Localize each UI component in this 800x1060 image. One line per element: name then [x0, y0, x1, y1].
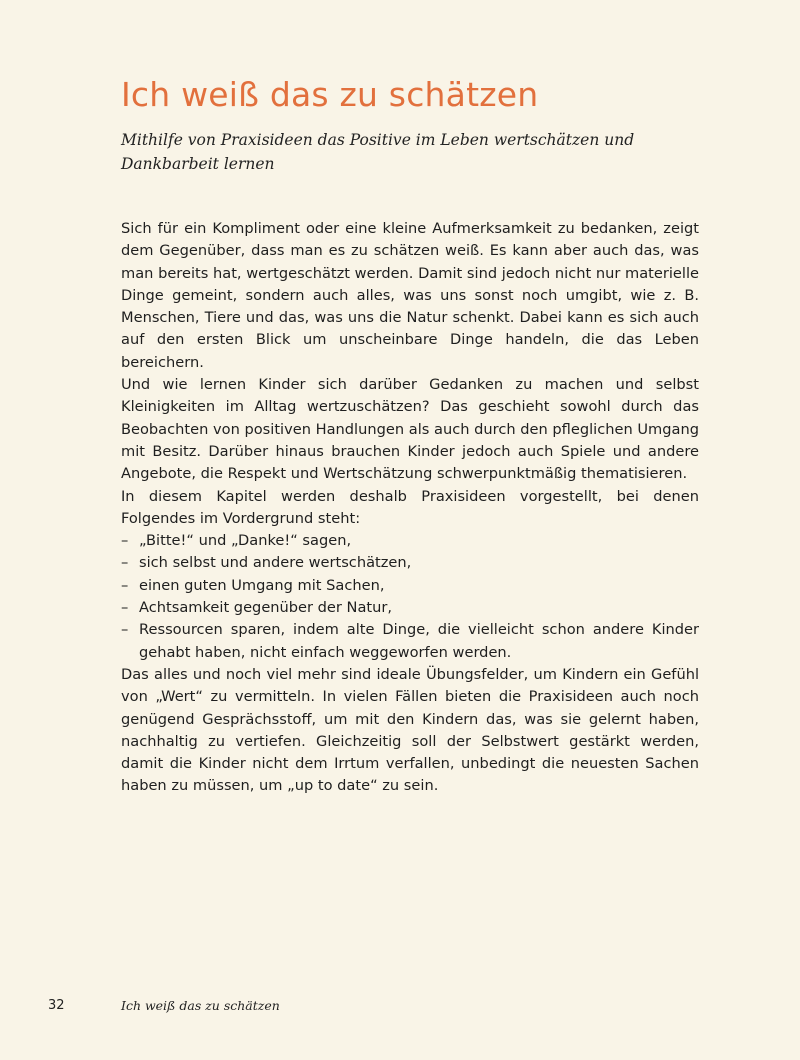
page-number: 32 — [48, 998, 65, 1013]
chapter-title: Ich weiß das zu schätzen — [121, 75, 539, 114]
list-dash: – — [121, 621, 129, 639]
running-title: Ich weiß das zu schätzen — [121, 998, 280, 1013]
body-text — [121, 218, 699, 798]
list-dash: – — [121, 532, 129, 550]
list-item-text: Ressourcen sparen, indem alte Dinge, die vielleicht schon andere Kinder gehabt haben, nicht einfach weggeworfen werden. — [139, 621, 699, 661]
focus-list — [121, 530, 699, 664]
list-item-text: einen guten Umgang mit Sachen, — [139, 576, 385, 594]
paragraph-learning: Und wie lernen Kinder sich darüber Gedanken zu machen und selbst Kleinigkeiten im Alltag wertzuschätzen? Das geschieht sowohl durch das Beobachten von positiven Handlungen als auch durch den pfleglichen Umgang mit Besitz. Darüber hinaus brauchen Kinder jedoch auch Spiele und andere Angebote, die Respekt und Wertschätzung schwerpunktmäßig thematisieren. — [121, 376, 699, 483]
paragraph-intro: Sich für ein Kompliment oder eine kleine Aufmerksamkeit zu bedanken, zeigt dem Gegenüber, dass man es zu schätzen weiß. Es kann aber auch das, was man bereits hat, wertgeschätzt werden. Damit sind jedoch nicht nur materielle Dinge gemeint, sondern auch alles, was uns sonst noch umgibt, wie z. B. Menschen, Tiere und das, was uns die Natur schenkt. Dabei kann es sich auch auf den ersten Blick um unscheinbare Dinge handeln, die das Leben bereichern. — [121, 220, 699, 371]
chapter-subtitle: Mithilfe von Praxisideen das Positive im Leben wertschätzen und Dankbarbeit lernen — [121, 131, 635, 173]
paragraph-closing: Das alles und noch viel mehr sind ideale Übungsfelder, um Kindern ein Gefühl von „Wert“ zu vermitteln. In vielen Fällen bieten die Praxisideen auch noch genügend Gesprächsstoff, um mit den Kindern das, was sie gelernt haben, nachhaltig zu vertiefen. Gleichzeitig soll der Selbstwert gestärkt werden, damit die Kinder nicht dem Irrtum verfallen, unbedingt die neuesten Sachen haben zu müssen, um „up to date“ zu sein. — [121, 665, 699, 795]
list-item-text: „Bitte!“ und „Danke!“ sagen, — [139, 532, 352, 550]
list-item-text: sich selbst und andere wertschätzen, — [139, 554, 412, 572]
list-item — [121, 552, 699, 574]
list-item — [121, 619, 699, 664]
paragraph-chapter-focus: In diesem Kapitel werden deshalb Praxisideen vorgestellt, bei denen Folgendes im Vordergrund steht: — [121, 487, 699, 527]
page-footer — [0, 996, 800, 1016]
list-dash: – — [121, 554, 129, 572]
list-dash: – — [121, 599, 129, 617]
list-item-text: Achtsamkeit gegenüber der Natur, — [139, 599, 393, 617]
list-item — [121, 575, 699, 597]
list-dash: – — [121, 576, 129, 594]
list-item — [121, 530, 699, 552]
list-item — [121, 597, 699, 619]
